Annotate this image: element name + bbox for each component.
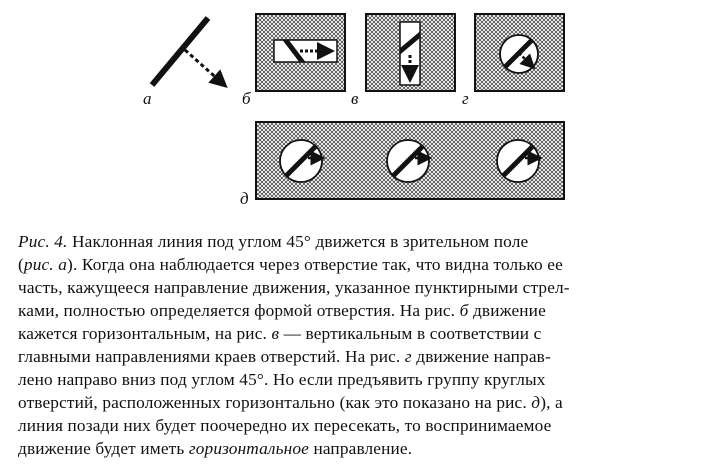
caption-text: рис. а [23, 255, 68, 274]
caption-line [18, 299, 698, 322]
caption-text: линия позади них будет поочередно их пересекать, то воспринимаемое [18, 416, 552, 435]
caption-text: горизонтальное [188, 439, 309, 458]
caption-line [18, 437, 698, 460]
caption-text: г [404, 347, 412, 366]
panel-label-a: а [143, 89, 152, 108]
diagonal-line [152, 18, 208, 85]
panel-a-drawing [152, 18, 221, 85]
caption-line [18, 276, 698, 299]
caption-text: д [531, 393, 541, 412]
panel-label-v: в [351, 89, 359, 108]
caption-text: в [271, 324, 280, 343]
caption-text: движение [468, 301, 546, 320]
caption-text: направление. [308, 439, 413, 458]
dashed-arrow [185, 50, 221, 82]
caption-text: ). Когда она наблюдается через отверстие так, что видна только ее [67, 255, 563, 274]
caption-text: Рис. 4. [18, 232, 68, 251]
caption-line [18, 368, 698, 391]
caption-line [18, 322, 698, 345]
figure-caption [18, 230, 698, 460]
caption-text: — вертикальным в соответствии с [279, 324, 542, 343]
panel-b-drawing [256, 14, 345, 91]
panel-label-g: г [462, 89, 469, 108]
illusion-figure [0, 0, 722, 215]
caption-text: главными направлениями краев отверстий. На рис. [18, 347, 405, 366]
panel-v-drawing [366, 14, 455, 91]
caption-text: движение направ- [411, 347, 551, 366]
caption-text: лено направо вниз под углом 45°. Но если предъявить группу круглых [18, 370, 546, 389]
caption-text: Наклонная линия под углом 45° движется в зрительном поле [67, 232, 529, 251]
caption-line [18, 345, 698, 368]
caption-text: ками, полностью определяется формой отверстия. На рис. [18, 301, 460, 320]
caption-line [18, 414, 698, 437]
caption-text: часть, кажущееся направление движения, указанное пунктирными стрел- [18, 278, 570, 297]
caption-text: ), а [540, 393, 563, 412]
caption-text: движение будет иметь [18, 439, 189, 458]
panel-label-d: д [240, 189, 249, 208]
caption-text: ( [18, 255, 24, 274]
caption-line [18, 230, 698, 253]
panel-g-drawing [475, 14, 564, 91]
caption-line [18, 253, 698, 276]
panel-label-b: б [242, 89, 251, 108]
vertical-aperture [400, 22, 420, 85]
panel-d-drawing [256, 122, 564, 199]
caption-line [18, 391, 698, 414]
caption-text: б [459, 301, 469, 320]
caption-text: кажется горизонтальным, на рис. [18, 324, 272, 343]
caption-text: отверстий, расположенных горизонтально (как это показано на рис. [18, 393, 532, 412]
